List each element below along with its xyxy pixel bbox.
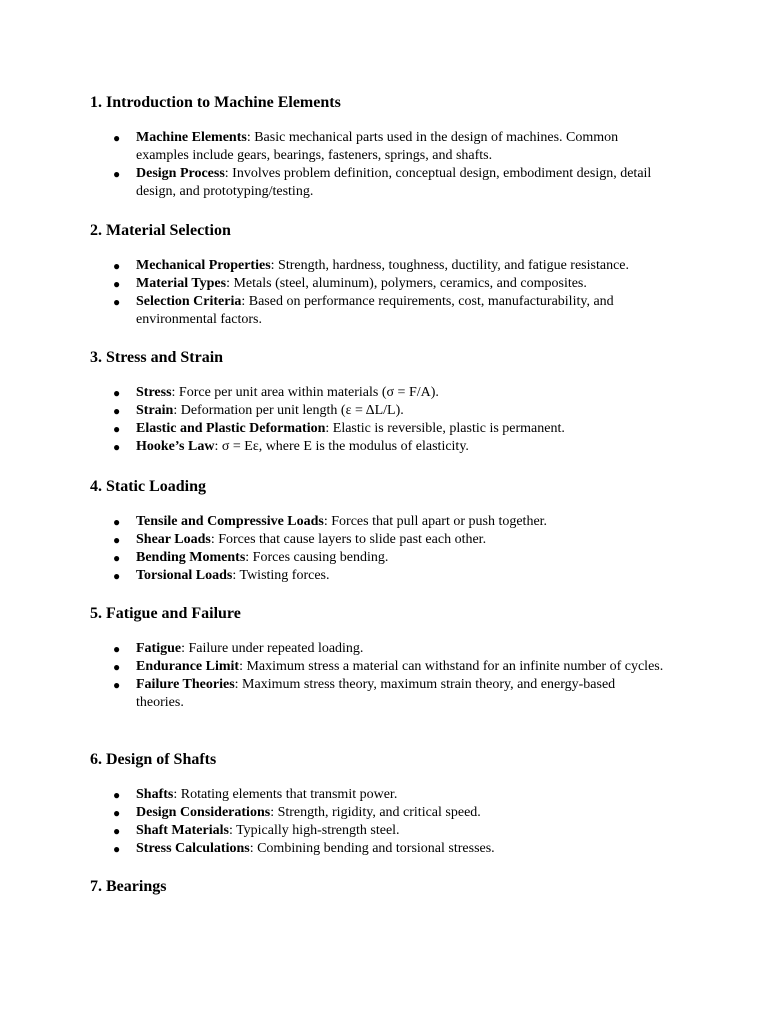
list-item <box>90 549 666 567</box>
item-text: : Combining bending and torsional stresses. <box>249 841 495 856</box>
item-term: Tensile and Compressive Loads <box>136 514 324 529</box>
bullet-icon: ● <box>113 788 121 802</box>
item-term: Shaft Materials <box>136 823 229 838</box>
section-heading: 5. Fatigue and Failure <box>90 605 241 622</box>
item-term: Shafts <box>136 787 174 802</box>
section-material-selection <box>90 221 690 329</box>
list-item <box>90 420 666 438</box>
bullet-icon: ● <box>113 131 121 145</box>
item-text: : Failure under repeated loading. <box>181 641 364 656</box>
list-item <box>90 257 666 275</box>
list-item <box>90 165 666 201</box>
bullet-icon: ● <box>113 277 121 291</box>
item-text: : Strength, rigidity, and critical speed. <box>270 805 481 820</box>
item-text: : Basic mechanical parts used in the design of machines. Common examples include gears, bearings, fasteners, springs, and shafts. <box>136 130 619 163</box>
item-text: : Deformation per unit length (ε = ΔL/L). <box>173 403 404 418</box>
section-design-of-shafts <box>90 750 690 858</box>
item-text: : Elastic is reversible, plastic is permanent. <box>325 421 565 436</box>
bullet-icon: ● <box>113 824 121 838</box>
item-text: : σ = Eε, where E is the modulus of elasticity. <box>214 439 469 454</box>
list-item <box>90 293 666 329</box>
bullet-icon: ● <box>113 440 121 454</box>
bullet-icon: ● <box>113 551 121 565</box>
bullet-list <box>90 257 690 329</box>
list-item <box>90 438 666 456</box>
list-item <box>90 531 666 549</box>
item-term: Stress <box>136 385 172 400</box>
bullet-icon: ● <box>113 386 121 400</box>
bullet-list <box>90 129 690 201</box>
item-term: Design Considerations <box>136 805 271 820</box>
section-bearings <box>90 877 690 897</box>
list-item <box>90 786 666 804</box>
bullet-icon: ● <box>113 533 121 547</box>
item-text: : Rotating elements that transmit power. <box>173 787 398 802</box>
bullet-icon: ● <box>113 678 121 692</box>
item-term: Selection Criteria <box>136 294 242 309</box>
item-term: Torsional Loads <box>136 568 233 583</box>
item-term: Design Process <box>136 166 225 181</box>
bullet-icon: ● <box>113 806 121 820</box>
item-term: Failure Theories <box>136 677 235 692</box>
item-text: : Maximum stress a material can withstand for an infinite number of cycles. <box>239 659 664 674</box>
item-text: : Metals (steel, aluminum), polymers, ceramics, and composites. <box>226 276 587 291</box>
item-term: Endurance Limit <box>136 659 240 674</box>
item-term: Material Types <box>136 276 227 291</box>
item-text: : Twisting forces. <box>232 568 330 583</box>
bullet-icon: ● <box>113 259 121 273</box>
list-item <box>90 567 666 585</box>
bullet-icon: ● <box>113 295 121 309</box>
section-heading: 4. Static Loading <box>90 478 207 495</box>
list-item <box>90 402 666 420</box>
bullet-icon: ● <box>113 642 121 656</box>
list-item <box>90 129 666 165</box>
item-term: Shear Loads <box>136 532 211 547</box>
list-item <box>90 658 666 676</box>
list-item <box>90 804 666 822</box>
item-text: : Involves problem definition, conceptual design, embodiment design, detail design, and prototyping/testing. <box>136 166 652 199</box>
bullet-icon: ● <box>113 515 121 529</box>
item-text: : Strength, hardness, toughness, ductility, and fatigue resistance. <box>270 258 630 273</box>
bullet-icon: ● <box>113 569 121 583</box>
item-term: Stress Calculations <box>136 841 250 856</box>
item-term: Machine Elements <box>136 130 247 145</box>
section-fatigue-and-failure <box>90 604 690 712</box>
bullet-list <box>90 513 690 585</box>
item-text: : Forces causing bending. <box>245 550 389 565</box>
list-item <box>90 384 666 402</box>
item-term: Fatigue <box>136 641 182 656</box>
item-text: : Based on performance requirements, cost, manufacturability, and environmental factors. <box>136 294 614 327</box>
section-heading: 6. Design of Shafts <box>90 751 217 768</box>
bullet-list <box>90 786 690 858</box>
bullet-icon: ● <box>113 422 121 436</box>
item-text: : Typically high-strength steel. <box>228 823 400 838</box>
section-static-loading <box>90 477 690 585</box>
bullet-list <box>90 384 690 456</box>
bullet-icon: ● <box>113 167 121 181</box>
bullet-icon: ● <box>113 842 121 856</box>
section-introduction <box>90 93 690 201</box>
item-term: Mechanical Properties <box>136 258 271 273</box>
item-text: : Maximum stress theory, maximum strain theory, and energy-based theories. <box>136 677 616 710</box>
section-heading: 1. Introduction to Machine Elements <box>90 94 341 111</box>
bullet-list <box>90 640 690 712</box>
item-text: : Force per unit area within materials (σ = F/A). <box>171 385 439 400</box>
section-heading: 2. Material Selection <box>90 222 231 239</box>
list-item <box>90 513 666 531</box>
item-term: Hooke’s Law <box>136 439 215 454</box>
list-item <box>90 275 666 293</box>
item-text: : Forces that pull apart or push together. <box>323 514 548 529</box>
item-term: Bending Moments <box>136 550 246 565</box>
list-item <box>90 676 666 712</box>
list-item <box>90 822 666 840</box>
section-stress-and-strain <box>90 348 690 456</box>
bullet-icon: ● <box>113 404 121 418</box>
section-heading: 3. Stress and Strain <box>90 349 224 366</box>
item-term: Strain <box>136 403 174 418</box>
list-item <box>90 640 666 658</box>
item-term: Elastic and Plastic Deformation <box>136 421 326 436</box>
section-heading: 7. Bearings <box>90 878 167 895</box>
bullet-icon: ● <box>113 660 121 674</box>
item-text: : Forces that cause layers to slide past each other. <box>210 532 487 547</box>
list-item <box>90 840 666 858</box>
